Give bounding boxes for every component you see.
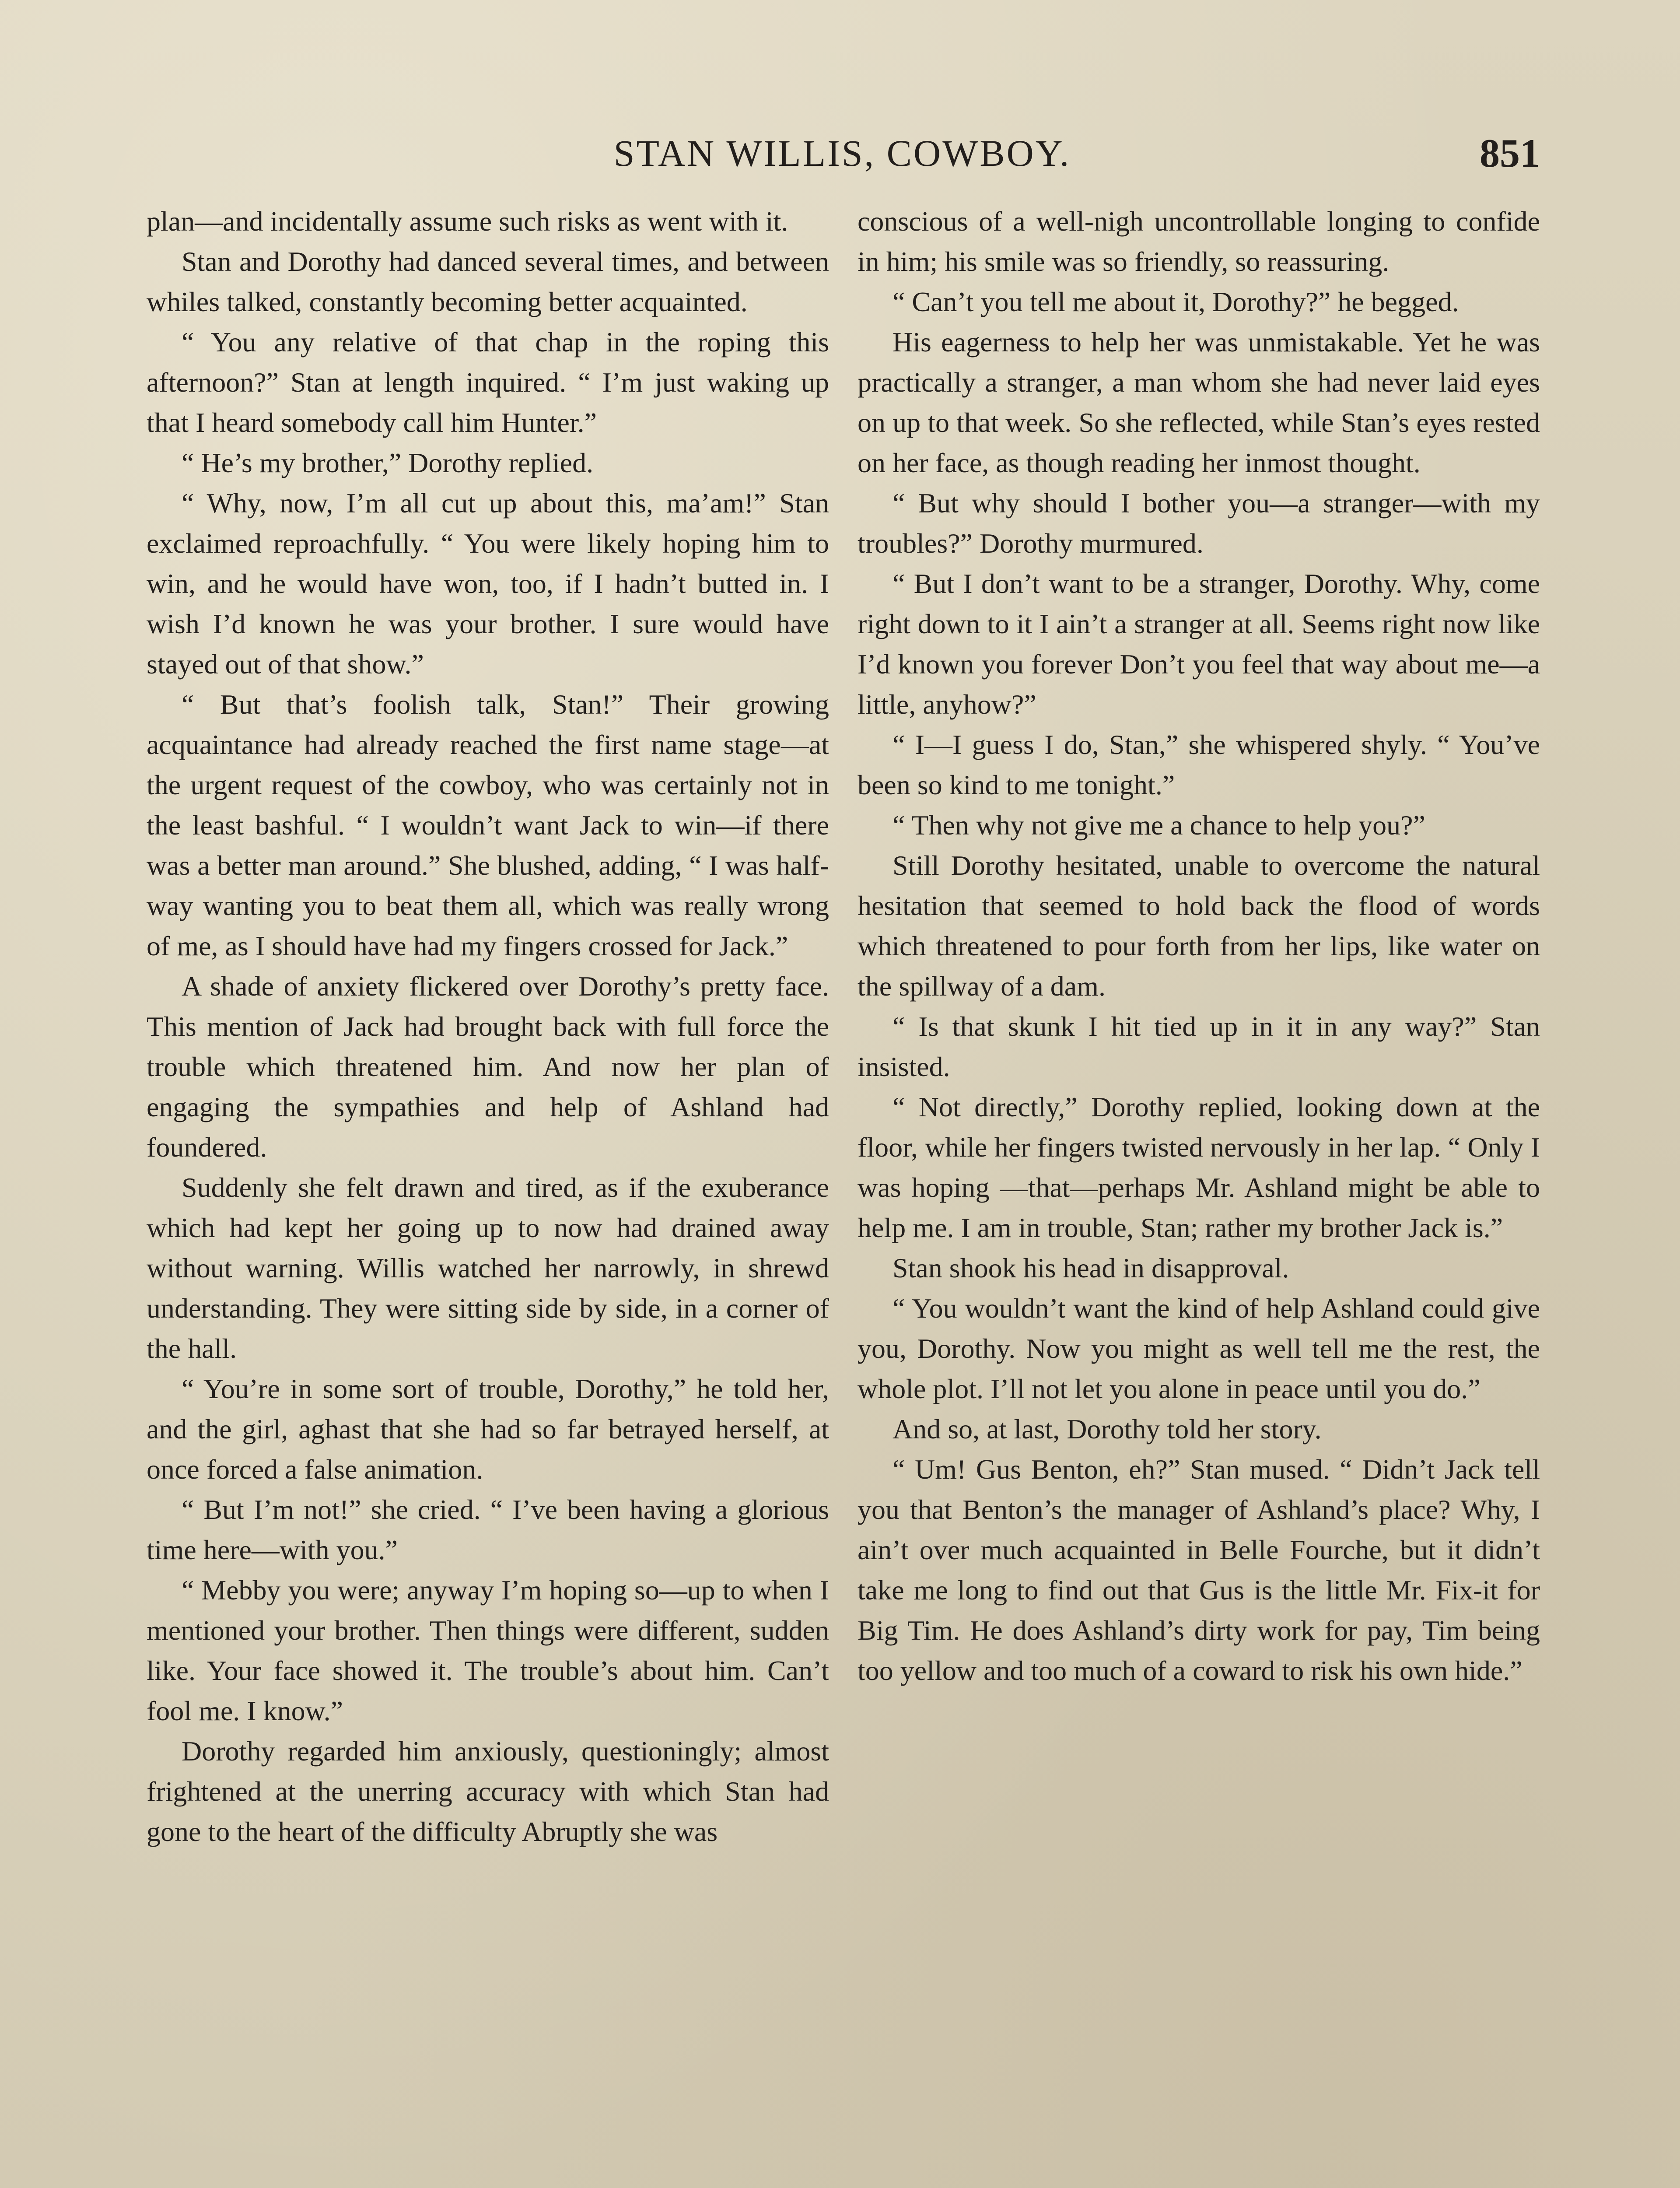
paragraph: “ Um! Gus Benton, eh?” Stan mused. “ Didn’t Jack tell you that Benton’s the manager of Ashland’s place? Why, I ain’t over much acquainted in Belle Fourche, but it didn’t take me long to find out that Gus is the little Mr. Fix-it for Big Tim. He does Ashland’s dirty work for pay, Tim being too yellow and too much of a coward to risk his own hide.” xyxy=(858,1454,1540,1686)
paragraph: “ Mebby you were; anyway I’m hoping so—up to when I mentioned your brother. Then things were different, sudden like. Your face showed it. The trouble’s about him. Can’t fool me. I know.” xyxy=(147,1574,829,1726)
paragraph: “ You wouldn’t want the kind of help Ashland could give you, Dorothy. Now you might as well tell me the rest, the whole plot. I’ll not let you alone in peace until you do.” xyxy=(858,1293,1540,1404)
paragraph: conscious of a well-nigh uncontrollable longing to confide in him; his smile was so friendly, so reassuring. xyxy=(858,206,1540,277)
paragraph: plan—and incidentally assume such risks as went with it. xyxy=(147,206,788,237)
page-header xyxy=(144,123,1540,184)
paragraph: “ Can’t you tell me about it, Dorothy?” he begged. xyxy=(892,286,1459,317)
paragraph: “ Then why not give me a chance to help you?” xyxy=(892,810,1425,841)
paragraph: “ But that’s foolish talk, Stan!” Their growing acquaintance had already reached the first name stage—at the urgent request of the cowboy, who was certainly not in the least bashful. “ I wouldn’t want Jack to win—if there was a better man around.” She blushed, adding, “ I was half-way wanting you to beat them all, which was really wrong of me, as I should have had my fingers crossed for Jack.” xyxy=(147,689,829,961)
paragraph: His eagerness to help her was unmistakable. Yet he was practically a stranger, a man whom she had never laid eyes on up to that week. So she reflected, while Stan’s eyes rested on her face, as though reading her inmost thought. xyxy=(858,326,1540,478)
paragraph: “ Is that skunk I hit tied up in it in any way?” Stan insisted. xyxy=(858,1011,1540,1082)
paragraph: “ But I don’t want to be a stranger, Dorothy. Why, come right down to it I ain’t a stranger at all. Seems right now like I’d known you forever Don’t you feel that way about me—a little, anyhow?” xyxy=(858,568,1540,720)
paragraph: “ Why, now, I’m all cut up about this, ma’am!” Stan exclaimed reproachfully. “ You were likely hoping him to win, and he would have won, too, if I hadn’t butted in. I wish I’d known he was your brother. I sure would have stayed out of that show.” xyxy=(147,487,829,680)
paragraph: “ But why should I bother you—a stranger—with my troubles?” Dorothy murmured. xyxy=(858,487,1540,559)
paragraph: Stan shook his head in disapproval. xyxy=(892,1252,1289,1283)
page-number: 851 xyxy=(1480,131,1540,175)
running-title: STAN WILLIS, COWBOY. xyxy=(613,132,1071,174)
paragraph: Still Dorothy hesitated, unable to overcome the natural hesitation that seemed to hold back the flood of words which threatened to pour forth from her lips, like water on the spillway of a dam. xyxy=(858,850,1540,1002)
paragraph: “ You any relative of that chap in the roping this afternoon?” Stan at length inquired. “ I’m just waking up that I heard somebody call him Hunter.” xyxy=(147,326,829,438)
paragraph: Dorothy regarded him anxiously, questioningly; almost frightened at the unerring accuracy with which Stan had gone to the heart of the difficulty Abruptly she was xyxy=(147,1736,829,1847)
paragraph: “ He’s my brother,” Dorothy replied. xyxy=(182,447,594,478)
paragraph: “ But I’m not!” she cried. “ I’ve been having a glorious time here—with you.” xyxy=(147,1494,829,1565)
paragraph: A shade of anxiety flickered over Dorothy’s pretty face. This mention of Jack had brought back with full force the trouble which threatened him. And now her plan of engaging the sympathies and help of Ashland had foundered. xyxy=(147,971,829,1163)
text-column-left xyxy=(147,201,829,2188)
paragraph: And so, at last, Dorothy told her story. xyxy=(892,1413,1322,1445)
paragraph: “ You’re in some sort of trouble, Dorothy,” he told her, and the girl, aghast that she had so far betrayed herself, at once forced a false animation. xyxy=(147,1373,829,1485)
text-column-right xyxy=(858,201,1540,2188)
paragraph: “ Not directly,” Dorothy replied, looking down at the floor, while her fingers twisted nervously in her lap. “ Only I was hoping —that—perhaps Mr. Ashland might be able to help me. I am in trouble, Stan; rather my brother Jack is.” xyxy=(858,1091,1540,1243)
paragraph: Stan and Dorothy had danced several times, and between whiles talked, constantly becoming better acquainted. xyxy=(147,246,829,317)
paragraph: Suddenly she felt drawn and tired, as if the exuberance which had kept her going up to now had drained away without warning. Willis watched her narrowly, in shrewd understanding. They were sitting side by side, in a corner of the hall. xyxy=(147,1172,829,1364)
paragraph: “ I—I guess I do, Stan,” she whispered shyly. “ You’ve been so kind to me tonight.” xyxy=(858,729,1540,800)
